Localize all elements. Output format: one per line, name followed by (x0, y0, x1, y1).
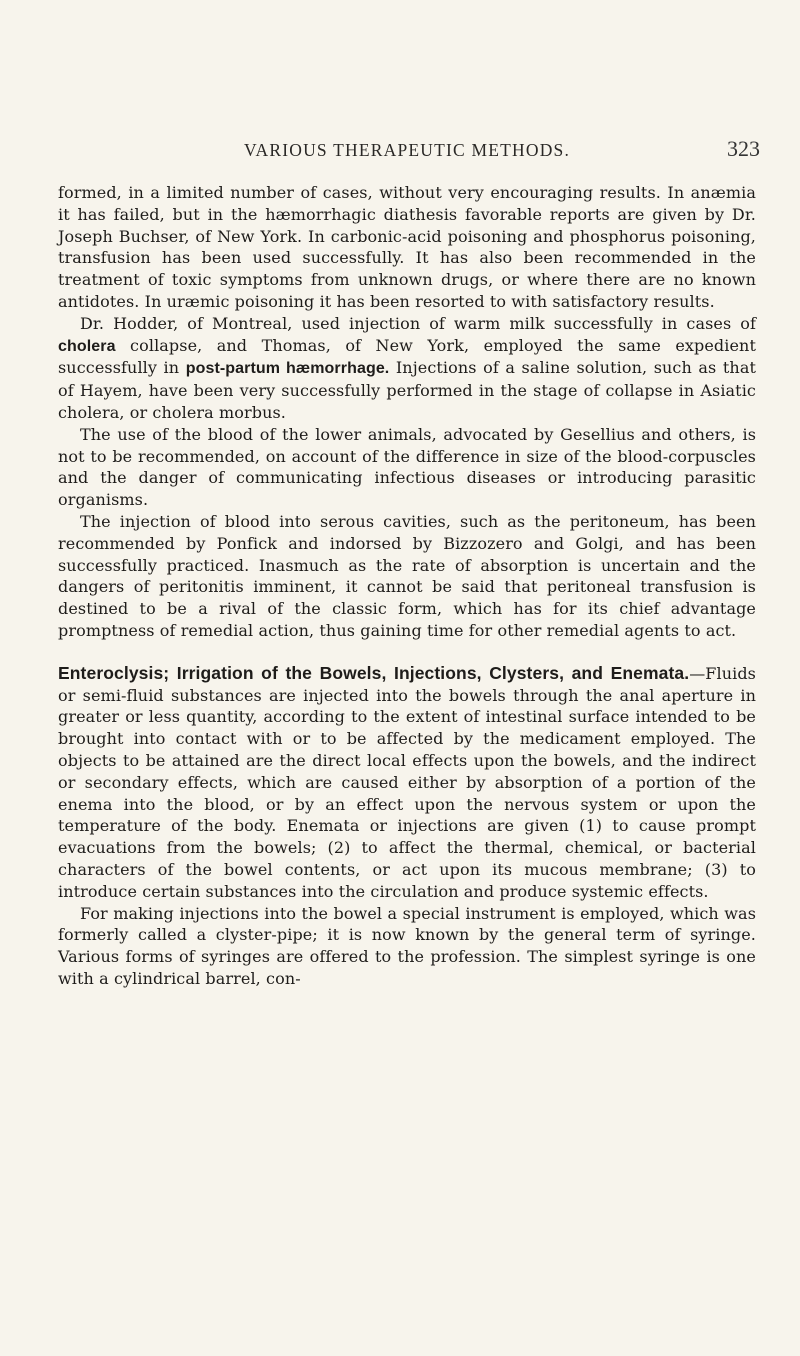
book-page (58, 0, 760, 990)
paragraph-2 (58, 313, 756, 424)
page-number: 323 (727, 136, 760, 161)
paragraph-4: The injection of blood into serous cavities, such as the peritoneum, has been recommended by Ponfick and indorsed by Bizzozero and Golgi, and has been successfully practiced. Inasmuch as the rate of absorption is uncertain and the dangers of peritonitis imminent, it cannot be said that peritoneal transfusion is destined to be a rival of the classic form, which has for its chief advantage promptness of remedial action, thus gaining time for other remedial agents to act. (58, 511, 756, 640)
section-spacer (58, 642, 756, 663)
paragraph-3: The use of the blood of the lower animals, advocated by Gesellius and others, is not to be recommended, on account of the difference in size of the blood-corpuscles and the danger of communicating infectious diseases or introducing parasitic organisms. (58, 424, 756, 510)
section-heading: Enteroclysis; Irrigation of the Bowels, Injections, Clysters, and Enemata. (58, 662, 690, 683)
running-title: VARIOUS THERAPEUTIC METHODS. (243, 140, 571, 160)
body-text (58, 182, 756, 990)
section-paragraph-1-text: —Fluids or semi-fluid substances are injected into the bowels through the anal aperture in greater or less quantity, according to the extent of intestinal surface intended to be brought into contact with or to be affected by the medicament employed. The objects to be attained are the direct local effects upon the bowels, and the indirect or secondary effects, which are caused either by absorption of a portion of the enema into the blood, or by an effect upon the nervous system or upon the temperature of the body. Enemata or injections are given (1) to cause prompt evacuations from the bowels; (2) to affect the thermal, chemical, or bacterial characters of the bowel contents, or act upon its mucous membrane; (3) to introduce certain substances into the circulation and produce systemic effects. (58, 663, 756, 901)
paragraph-2-text-a: Dr. Hodder, of Montreal, used injection of warm milk successfully in cases of (80, 313, 756, 333)
section-paragraph-2: For making injections into the bowel a special instrument is employed, which was formerly called a clyster-pipe; it is now known by the general term of syringe. Various forms of syringes are offered to the profession. The simplest syringe is one with a cylindrical barrel, con- (58, 903, 756, 988)
paragraph-2-text-c: collapse, and Thomas, of New York, employed the same expedient successfully in (58, 335, 756, 378)
paragraph-1: formed, in a limited number of cases, without very encouraging results. In anæmia it has failed, but in the hæmorrhagic diathesis favorable reports are given by Dr. Joseph Buchser, of New York. In carbonic-acid poisoning and phosphorus poisoning, transfusion has been used successfully. It has also been recommended in the treatment of toxic symptoms from unknown drugs, or where there are no known antidotes. In uræmic poisoning it has been resorted to with satisfactory results. (58, 183, 756, 311)
emphasis-post-partum: post-partum hæmorrhage. (185, 360, 390, 378)
emphasis-cholera: cholera (58, 337, 116, 355)
section-paragraph-1 (58, 663, 756, 903)
running-header (58, 136, 760, 176)
paragraph-2-text-e: Injections of a saline solution, such as that of Hayem, have been very successfully performed in the stage of collapse in Asiatic cholera, or cholera morbus. (58, 358, 756, 422)
